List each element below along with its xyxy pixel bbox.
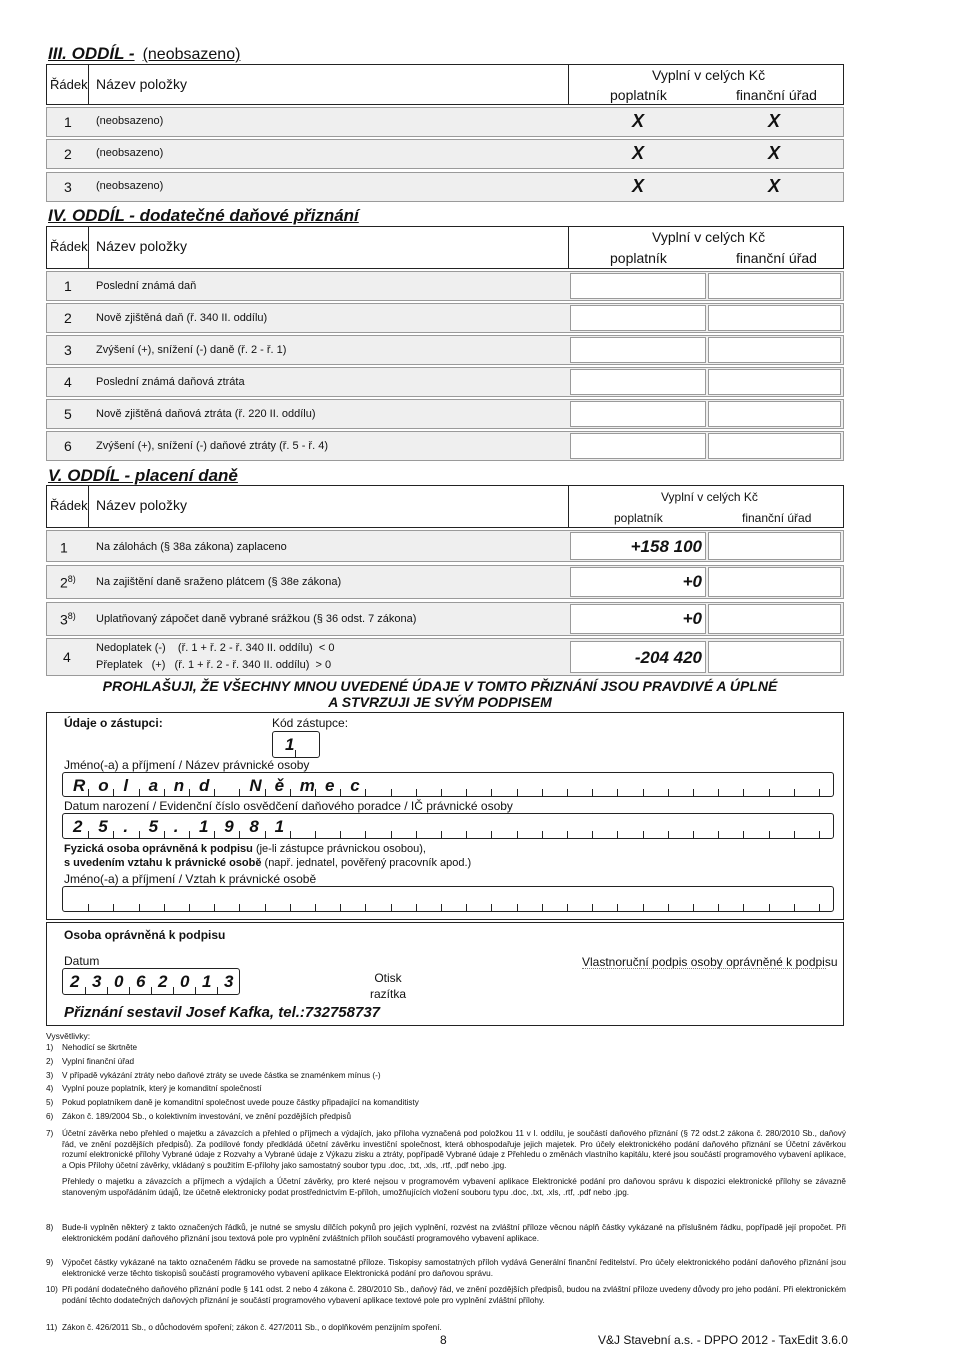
section5-col-fill: Vyplní v celých Kč — [661, 490, 758, 504]
row-label: (neobsazeno) — [96, 115, 164, 127]
office-cell — [708, 532, 841, 560]
payer-cell[interactable] — [570, 273, 706, 299]
representative-heading: Údaje o zástupci: — [64, 716, 163, 730]
field-char: e — [325, 776, 335, 795]
note10: 10) Při podání dodatečného daňového přiznání podle § 141 odst. 2 nebo 4 zákona č. 280/2010 Sb., daňový řád, ve znění pozdějších předpisů, budou na zvláštní příloze uvedeny důvody pro jeho podání. Při elektronickém podání těchto dodatečných daňových přiznání je součástí programového vybavení aplikace textové pole pro vyplnění zvláštní přílohy. — [46, 1285, 846, 1305]
payer-cell[interactable] — [570, 305, 706, 331]
relation-rest: (např. jednatel, pověřený pracovník apod.) — [261, 857, 472, 869]
authorized-rest: (je-li zástupce právnickou osobou), — [252, 843, 426, 855]
section3-col-name: Název položky — [96, 76, 188, 92]
representative-relation-field[interactable] — [62, 886, 834, 912]
note7-p1: Účetní závěrka nebo přehled o majetku a závazcích a přehled o příjmech a výdajích, jako příloha vyznačená pod položkou 11 v I. oddílu, je součástí daňového přiznání (§ 72 odst.2 zákona č. 280/2010 Sb., daňový řád, ve znění pozdějších předpisů). Za podílové fondy předkládá účetní závěrku investiční společnost, která obhospodařuje jejich majetek. Pro účely elektronického podání daňového přiznání se Účetní závěrkou rozumí elektronické přílohy Vybrané údaje z Rozvahy a Vybrané údaje z Výkazu zisku a ztráty, popřípadě Vybrané údaje z Přehledu o změnách vlastního kapitálu, které jsou součástí programového vybavení aplikace, a Opis Přílohy účetní závěrky, vkládaný s použitím E-přílohy jako samostatný soubor typu .doc, .txt, .xls, .rtf, .pdf nebo .jpg. — [62, 1129, 846, 1170]
note9: 9) Výpočet částky vykázané na takto označeném řádku se provede na samostatné příloze. Tiskopisy samostatných příloh vydává Generální finanční ředitelství. Pro účely elektronického podání daňového přiznání jsou elektronické verze těchto tiskopisů součástí programového vybavení aplikace Elektronická podání pro daňovou správu. — [46, 1258, 846, 1278]
row-label: Poslední známá daň — [96, 280, 197, 292]
table-row — [46, 172, 844, 202]
field-char: 1 — [199, 817, 209, 836]
section3-title: III. ODDÍL - (neobsazeno) — [48, 44, 241, 63]
note-item: 2) Vyplní finanční úřad — [46, 1056, 135, 1066]
row-label: Uplatňovaný zápočet daně vybrané srážkou (§ 36 odst. 7 zákona) — [96, 613, 417, 625]
note-item: 6) Zákon č. 189/2004 Sb., o kolektivním investování, ve znění pozdějších předpisů — [46, 1111, 352, 1121]
row-label: (neobsazeno) — [96, 180, 164, 192]
signer-signature-label: Vlastnoruční podpis osoby oprávněné k podpisu — [582, 955, 838, 969]
field-char: 5 — [148, 817, 159, 836]
representative-code-value: 1 — [285, 735, 295, 754]
section4-col-payer: poplatník — [610, 250, 667, 266]
row-number: 2 — [64, 146, 72, 162]
payer-cell[interactable] — [570, 401, 706, 427]
row-number: 1 — [64, 114, 72, 130]
section4-title: IV. ODDÍL - dodatečné daňové přiznání — [48, 206, 359, 225]
row-label: Zvýšení (+), snížení (-) daňové ztráty (ř. 5 - ř. 4) — [96, 440, 328, 452]
payer-cell[interactable] — [570, 337, 706, 363]
section5-col-row: Řádek — [50, 498, 88, 513]
office-cell — [708, 567, 841, 597]
field-char: c — [350, 776, 360, 795]
note7: 7) Účetní závěrka nebo přehled o majetku a závazcích a přehled o příjmech a výdajích, jako příloha vyznačená pod položkou 11 v I. oddílu, je součástí daňového přiznání (§ 72 odst.2 zákona č. 280/2010 Sb., daňový řád, ve znění pozdějších předpisů). Za podílové fondy předkládá účetní závěrku investiční společnost, která obhospodařuje jejich majetek. Pro účely elektronického podání daňového přiznání se Účetní závěrkou rozumí elektronické přílohy Vybrané údaje z Rozvahy a Vybrané údaje z Výkazu zisku a ztráty, popřípadě Vybrané údaje z Přehledu o změnách vlastního kapitálu, které jsou součástí programového vybavení aplikace, a Opis Přílohy účetní závěrky, vkládaný s použitím E-přílohy jako samostatný soubor typu .doc, .txt, .xls, .rtf, .pdf nebo .jpg. Přehledy o majetku a závazcích a příjmech a výdajích a Účetní závěrky, pro které nejsou v programovém vybavení aplikace Elektronické podání pro daňovou správu k dispozici elektronické přílohy se závazně stanoveným uspořádáním údajů, lze účetně elektronicky podat prostřednictvím E-příloh, umožňujících vložení souboru typu .doc, .txt, .xls, .rtf, .pdf nebo .jpg. — [46, 1129, 846, 1197]
field-char: n — [173, 776, 185, 795]
section5-row4-value: -204 420 — [634, 648, 702, 667]
note-item: 4) Vyplní pouze poplatník, který je komanditní společností — [46, 1084, 262, 1094]
notes-short-list — [46, 1043, 846, 1126]
section5-col-office: finanční úřad — [742, 511, 812, 525]
payer-value: +0 — [682, 572, 702, 591]
notes-heading: Vysvětlivky: — [46, 1031, 91, 1041]
section5-row4-num: 4 — [63, 649, 71, 665]
field-char: 1 — [274, 817, 285, 836]
office-cell — [708, 305, 841, 331]
section4-col-row: Řádek — [50, 239, 88, 254]
row-number: 1 — [64, 278, 72, 294]
row-number: 5 — [64, 406, 72, 422]
field-char: ě — [274, 776, 285, 795]
field-char: 5 — [98, 817, 108, 836]
row-label: Na zálohách (§ 38a zákona) zaplaceno — [96, 541, 287, 553]
field-char: N — [249, 776, 262, 795]
representative-name-field[interactable] — [62, 772, 834, 797]
note11: 11) Zákon č. 426/2011 Sb., o důchodovém spoření; zákon č. 427/2011 Sb., o doplňkovém penzijním spoření. — [46, 1323, 442, 1332]
representative-relation-label: Jméno(-a) a příjmení / Vztah k právnické osobě — [64, 872, 317, 886]
row-label: Poslední známá daňová ztráta — [96, 376, 245, 388]
row-number: 4 — [64, 374, 72, 390]
section4-col-office: finanční úřad — [736, 250, 817, 266]
payer-cross-mark: X — [632, 111, 645, 131]
office-cross-mark: X — [768, 143, 781, 163]
row-number: 3 — [64, 179, 72, 195]
field-char: R — [73, 776, 86, 795]
payer-cross-mark: X — [632, 143, 645, 163]
office-cell — [708, 401, 841, 427]
section3-col-office: finanční úřad — [736, 87, 817, 103]
office-cell — [708, 369, 841, 395]
field-char: a — [148, 776, 159, 795]
relation-bold: s uvedením vztahu k právnické osobě — [64, 857, 262, 869]
representative-birth-field[interactable] — [62, 813, 834, 839]
office-cross-mark: X — [768, 176, 781, 196]
section5-title: V. ODDÍL - placení daně — [48, 466, 238, 485]
declaration-line2: A STVRZUJI JE SVÝM PODPISEM — [328, 694, 552, 710]
section3-col-fill: Vyplní v celých Kč — [652, 67, 766, 83]
field-char: 8 — [249, 817, 259, 836]
representative-birth-label: Datum narození / Evidenční číslo osvědčení daňového poradce / IČ právnické osoby — [64, 799, 513, 813]
signer-stamp-line1: Otisk — [374, 971, 402, 985]
representative-code-label: Kód zástupce: — [272, 716, 349, 730]
office-cell — [708, 337, 841, 363]
field-char: 2 — [73, 817, 83, 836]
representative-name-label: Jméno(-a) a příjmení / Název právnické osoby — [64, 758, 310, 772]
table-row — [46, 107, 844, 137]
row-label: Na zajištění daně sraženo plátcem (§ 38e zákona) — [96, 576, 342, 588]
footer-page-number: 8 — [440, 1333, 447, 1347]
payer-cell[interactable] — [570, 369, 706, 395]
declaration-line1: PROHLAŠUJI, ŽE VŠECHNY MNOU UVEDENÉ ÚDAJE V TOMTO PŘIZNÁNÍ JSOU PRAVDIVÉ A ÚPLNÉ — [102, 678, 778, 694]
office-cell — [708, 604, 841, 634]
section3-col-payer: poplatník — [610, 87, 667, 103]
row-number: 6 — [64, 438, 72, 454]
field-char: 0 — [180, 972, 190, 991]
row-label: (neobsazeno) — [96, 147, 164, 159]
field-char: 2 — [158, 972, 168, 991]
representative-authorized-text — [64, 842, 471, 870]
field-char: 9 — [224, 817, 234, 836]
field-char: 6 — [136, 972, 146, 991]
note7-p2: Přehledy o majetku a závazcích a příjmech a výdajích a Účetní závěrky, pro které nejsou v programovém vybavení aplikace Elektronické podání pro daňovou správu k dispozici elektronické přílohy se závazně stanoveným uspořádáním údajů, lze účetně elektronicky podat prostřednictvím E-příloh, umožňujících vložení souboru typu .doc, .txt, .xls, .rtf, .pdf nebo .jpg. — [62, 1177, 846, 1197]
field-char: . — [173, 817, 179, 836]
signer-date-field[interactable] — [62, 968, 240, 995]
section5-col-payer: poplatník — [614, 511, 663, 525]
signer-stamp-line2: razítka — [370, 987, 407, 1001]
authorized-bold: Fyzická osoba oprávněná k podpisu — [64, 843, 253, 855]
field-char: . — [123, 817, 129, 836]
office-cell — [708, 433, 841, 459]
field-char: 0 — [114, 972, 124, 991]
footer-software: V&J Stavební a.s. - DPPO 2012 - TaxEdit 3.6.0 — [598, 1333, 848, 1347]
signer-heading: Osoba oprávněná k podpisu — [64, 928, 226, 942]
section5-row4-office-cell — [708, 641, 841, 673]
field-char: o — [98, 776, 109, 795]
field-char: d — [199, 776, 210, 795]
section3-subtitle: (neobsazeno) — [142, 46, 241, 63]
row-label: Nově zjištěná daň (ř. 340 II. oddílu) — [96, 312, 268, 324]
field-char: 1 — [202, 972, 212, 991]
payer-cell[interactable] — [570, 433, 706, 459]
payer-value: +158 100 — [630, 537, 702, 556]
field-char: 3 — [92, 972, 102, 991]
section4-col-fill: Vyplní v celých Kč — [652, 229, 766, 245]
representative-code-field[interactable] — [272, 731, 320, 758]
row-label: Nově zjištěná daňová ztráta (ř. 220 II. oddílu) — [96, 408, 316, 420]
signer-stamp — [370, 970, 406, 1002]
field-char: 2 — [70, 972, 80, 991]
row-number: 1 — [60, 539, 68, 556]
signer-prepared-by: Přiznání sestavil Josef Kafka, tel.:732758737 — [64, 1004, 381, 1021]
row-label: Zvýšení (+), snížení (-) daně (ř. 2 - ř. 1) — [96, 344, 287, 356]
row-number: 3 — [64, 342, 72, 358]
field-char: 3 — [224, 972, 234, 991]
note-item: 1) Nehodící se škrtněte — [46, 1043, 138, 1052]
section3-col-row: Řádek — [50, 77, 88, 92]
signer-signature-line[interactable] — [582, 968, 826, 970]
payer-cross-mark: X — [632, 176, 645, 196]
office-cross-mark: X — [768, 111, 781, 131]
office-cell — [708, 273, 841, 299]
row-number: 2 — [64, 310, 72, 326]
declaration — [0, 678, 880, 710]
row-number: 3$^{8)}$ — [60, 611, 76, 628]
note8: 8) Bude-li vyplněn některý z takto označených řádků, je nutné se smyslu dílčích pokynů pro jejich vyplnění, rozvést na zvláštní příloze věcnou náplň částky vykázané na příslušném řádku, popřípadě její propočet. Při elektronickém podání daňového přiznání jsou textová pole pro vyplnění zvláštních příloh součástí programového vybavení aplikace. — [46, 1223, 846, 1243]
table-row — [46, 139, 844, 169]
section5-col-name: Název položky — [96, 497, 188, 513]
signer-date-label: Datum — [64, 954, 100, 968]
field-char: l — [123, 776, 129, 795]
note-item: 3) V případě vykázání ztráty nebo daňové ztráty se uvede částka se znaménkem mínus (-) — [46, 1070, 381, 1080]
section5-row4-line2: Přeplatek (+) (ř. 1 + ř. 2 - ř. 340 II. oddílu) > 0 — [96, 659, 332, 671]
row-number: 2$^{8)}$ — [60, 574, 76, 591]
field-char: m — [299, 776, 315, 795]
payer-value: +0 — [682, 609, 702, 628]
section4-col-name: Název položky — [96, 238, 188, 254]
note-item: 5) Pokud poplatníkem daně je komanditní společnost uvede pouze částky připadající na komanditisty — [46, 1098, 419, 1108]
section5-row4-line1: Nedoplatek (-) (ř. 1 + ř. 2 - ř. 340 II. oddílu) < 0 — [96, 642, 335, 654]
